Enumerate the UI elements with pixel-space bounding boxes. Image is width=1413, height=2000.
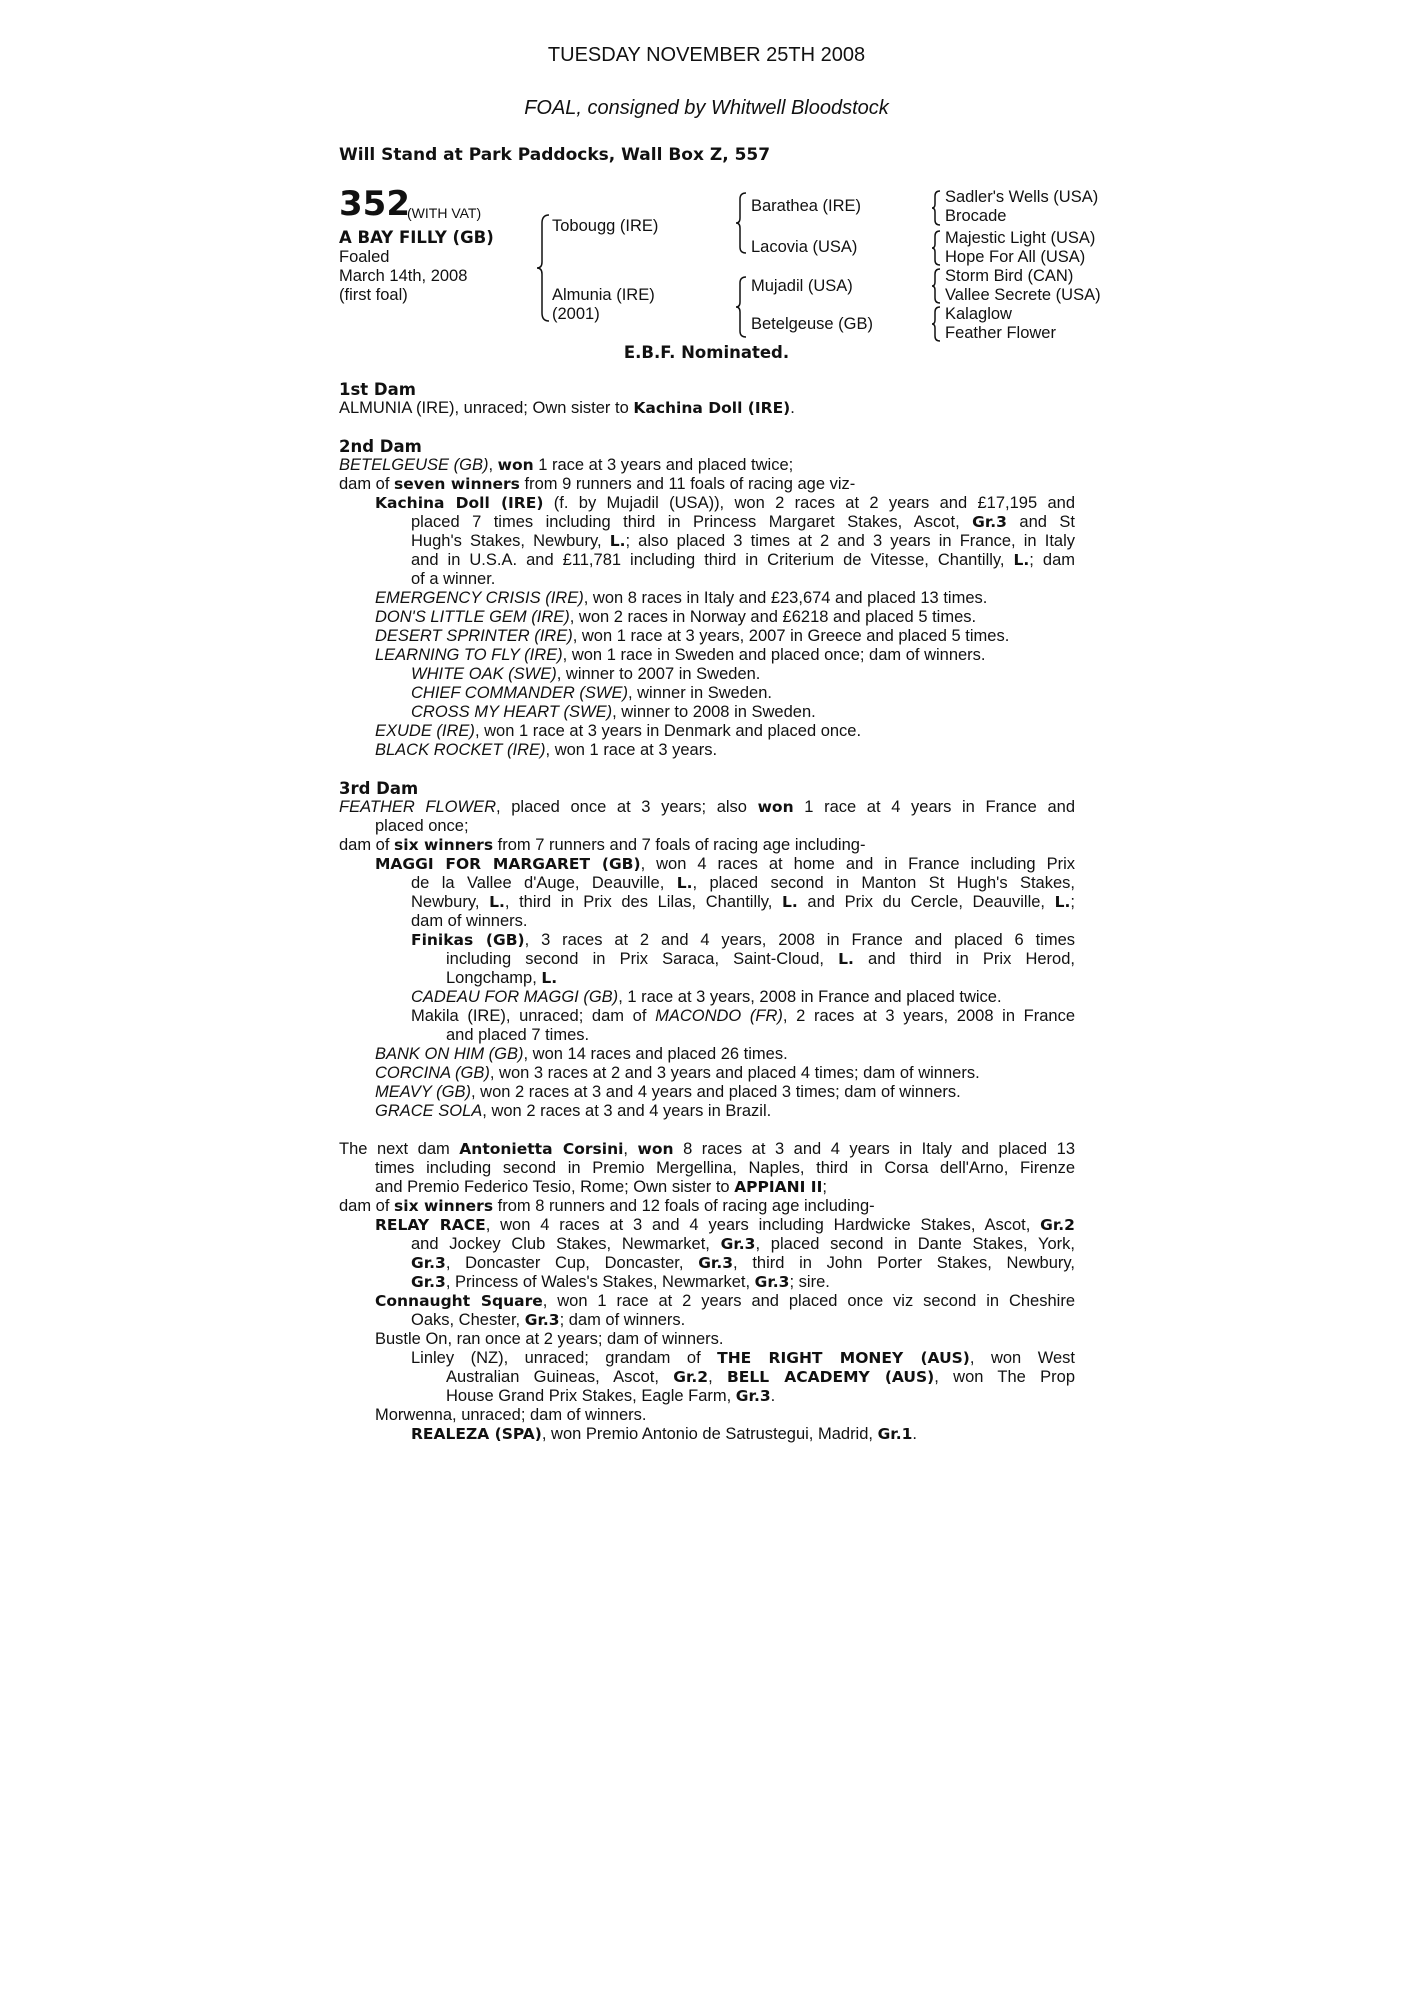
produce-emergency-crisis: EMERGENCY CRISIS (IRE), won 8 races in Italy and £23,674 and placed 13 times. (375, 589, 988, 607)
g-brace-3 (931, 268, 941, 304)
lot-vat: (WITH VAT) (407, 205, 482, 221)
produce-linley-line2: Australian Guineas, Ascot, Gr.2, BELL ACADEMY (AUS), won The Prop (446, 1368, 1076, 1386)
pedigree-dam-year: (2001) (552, 305, 600, 323)
produce-connaught-square: Connaught Square, won 1 race at 2 years and placed once viz second in Cheshire (375, 1292, 1075, 1310)
produce-makila: Makila (IRE), unraced; dam of MACONDO (FR), 2 races at 3 years, 2008 in France (411, 1007, 1076, 1025)
produce-finikas: Finikas (GB), 3 races at 2 and 4 years, 2008 in France and placed 6 times (411, 931, 1076, 949)
third-dam-heading: 3rd Dam (339, 779, 419, 798)
produce-learning-to-fly: LEARNING TO FLY (IRE), won 1 race in Sweden and placed once; dam of winners. (375, 646, 986, 664)
produce-relay-race-line2: and Jockey Club Stakes, Newmarket, Gr.3, placed second in Dante Stakes, York, (411, 1235, 1075, 1253)
produce-white-oak: WHITE OAK (SWE), winner to 2007 in Sweden. (411, 665, 761, 683)
g-brace-1 (931, 190, 941, 226)
produce-kachina-doll-line4: and in U.S.A. and £11,781 including third in Criterium de Vitesse, Chantilly, L.; dam (411, 551, 1075, 569)
next-dam-line: The next dam Antonietta Corsini, won 8 races at 3 and 4 years in Italy and placed 13 (339, 1140, 1075, 1158)
second-dam-heading: 2nd Dam (339, 437, 422, 456)
pedigree-sire-sire: Barathea (IRE) (751, 197, 862, 215)
pedigree-g1: Sadler's Wells (USA) (945, 188, 1099, 206)
produce-kachina-doll-line2: placed 7 times including third in Princess Margaret Stakes, Ascot, Gr.3 and St (411, 513, 1075, 531)
foaled-label: Foaled (339, 248, 390, 266)
produce-dons-little-gem: DON'S LITTLE GEM (IRE), won 2 races in Norway and £6218 and placed 5 times. (375, 608, 977, 626)
produce-relay-race-line4: Gr.3, Princess of Wales's Stakes, Newmarket, Gr.3; sire. (411, 1273, 830, 1291)
lot-name: A BAY FILLY (GB) (339, 228, 494, 247)
pedigree-dam-dam: Betelgeuse (GB) (751, 315, 873, 333)
foal-note: (first foal) (339, 286, 408, 304)
next-dam-line2: times including second in Premio Mergellina, Naples, third in Corsa dell'Arno, Firenze (375, 1159, 1075, 1177)
produce-relay-race-line3: Gr.3, Doncaster Cup, Doncaster, Gr.3, third in John Porter Stakes, Newbury, (411, 1254, 1075, 1272)
produce-chief-commander: CHIEF COMMANDER (SWE), winner in Sweden. (411, 684, 772, 702)
produce-bank-on-him: BANK ON HIM (GB), won 14 races and placed 26 times. (375, 1045, 788, 1063)
produce-relay-race: RELAY RACE, won 4 races at 3 and 4 years including Hardwicke Stakes, Ascot, Gr.2 (375, 1216, 1075, 1234)
third-dam-line: FEATHER FLOWER, placed once at 3 years; also won 1 race at 4 years in France and (339, 798, 1076, 816)
sale-date: TUESDAY NOVEMBER 25TH 2008 (547, 44, 866, 66)
second-dam-produce-summary: dam of seven winners from 9 runners and 11 foals of racing age viz- (339, 475, 856, 493)
pedigree-dam-sire: Mujadil (USA) (751, 277, 853, 295)
produce-finikas-line2: including second in Prix Saraca, Saint-Cloud, L. and third in Prix Herod, (446, 950, 1075, 968)
produce-linley-line3: House Grand Prix Stakes, Eagle Farm, Gr.3. (446, 1387, 776, 1405)
next-dam-produce-summary: dam of six winners from 8 runners and 12 foals of racing age including- (339, 1197, 875, 1215)
produce-grace-sola: GRACE SOLA, won 2 races at 3 and 4 years in Brazil. (375, 1102, 772, 1120)
produce-kachina-doll-line3: Hugh's Stakes, Newbury, L.; also placed 3 times at 2 and 3 years in France, in Italy (411, 532, 1075, 550)
produce-bustle-on: Bustle On, ran once at 2 years; dam of winners. (375, 1330, 724, 1348)
produce-black-rocket: BLACK ROCKET (IRE), won 1 race at 3 years. (375, 741, 718, 759)
pedigree-g8: Feather Flower (945, 324, 1056, 342)
produce-makila-line2: and placed 7 times. (446, 1026, 590, 1044)
third-dam-line2: placed once; (375, 817, 469, 835)
produce-cross-my-heart: CROSS MY HEART (SWE), winner to 2008 in Sweden. (411, 703, 816, 721)
first-dam-heading: 1st Dam (339, 380, 416, 399)
third-dam-produce-summary: dam of six winners from 7 runners and 7 foals of racing age including- (339, 836, 866, 854)
pedigree-dam: Almunia (IRE) (552, 286, 655, 304)
lot-number: 352 (339, 184, 410, 224)
g-brace-4 (931, 306, 941, 342)
produce-linley: Linley (NZ), unraced; grandam of THE RIGHT MONEY (AUS), won West (411, 1349, 1075, 1367)
pedigree-g5: Storm Bird (CAN) (945, 267, 1074, 285)
produce-maggi-line4: dam of winners. (411, 912, 528, 930)
next-dam-line3: and Premio Federico Tesio, Rome; Own sister to APPIANI II; (375, 1178, 827, 1196)
pedigree-g4: Hope For All (USA) (945, 248, 1086, 266)
produce-cadeau-for-maggi: CADEAU FOR MAGGI (GB), 1 race at 3 years, 2008 in France and placed twice. (411, 988, 1002, 1006)
ebf-nomination: E.B.F. Nominated. (623, 343, 790, 362)
produce-kachina-doll-line5: of a winner. (411, 570, 496, 588)
produce-meavy: MEAVY (GB), won 2 races at 3 and 4 years and placed 3 times; dam of winners. (375, 1083, 961, 1101)
produce-realeza: REALEZA (SPA), won Premio Antonio de Satrustegui, Madrid, Gr.1. (411, 1425, 918, 1443)
produce-desert-sprinter: DESERT SPRINTER (IRE), won 1 race at 3 years, 2007 in Greece and placed 5 times. (375, 627, 1010, 645)
sire-line-brace (735, 192, 747, 254)
pedigree-g7: Kalaglow (945, 305, 1012, 323)
produce-exude: EXUDE (IRE), won 1 race at 3 years in Denmark and placed once. (375, 722, 862, 740)
produce-kachina-doll: Kachina Doll (IRE) (f. by Mujadil (USA)), won 2 races at 2 years and £17,195 and (375, 494, 1075, 512)
pedigree-g2: Brocade (945, 207, 1007, 225)
produce-connaught-square-line2: Oaks, Chester, Gr.3; dam of winners. (411, 1311, 686, 1329)
sire-dam-brace (536, 214, 550, 322)
dam-line-brace (735, 276, 747, 338)
produce-maggi-line3: Newbury, L., third in Prix des Lilas, Chantilly, L. and Prix du Cercle, Deauville, L.; (411, 893, 1075, 911)
stand-location: Will Stand at Park Paddocks, Wall Box Z, 557 (339, 145, 771, 165)
g-brace-2 (931, 230, 941, 266)
produce-morwenna: Morwenna, unraced; dam of winners. (375, 1406, 647, 1424)
pedigree-sire: Tobougg (IRE) (552, 217, 659, 235)
pedigree-g3: Majestic Light (USA) (945, 229, 1096, 247)
first-dam-line: ALMUNIA (IRE), unraced; Own sister to Kachina Doll (IRE). (339, 399, 795, 417)
produce-corcina: CORCINA (GB), won 3 races at 2 and 3 years and placed 4 times; dam of winners. (375, 1064, 980, 1082)
produce-maggi-line2: de la Vallee d'Auge, Deauville, L., placed second in Manton St Hugh's Stakes, (411, 874, 1075, 892)
foaled-date: March 14th, 2008 (339, 267, 468, 285)
consignment-line: FOAL, consigned by Whitwell Bloodstock (524, 97, 889, 119)
pedigree-g6: Vallee Secrete (USA) (945, 286, 1101, 304)
produce-maggi-for-margaret: MAGGI FOR MARGARET (GB), won 4 races at home and in France including Prix (375, 855, 1075, 873)
pedigree-sire-dam: Lacovia (USA) (751, 238, 858, 256)
produce-finikas-line3: Longchamp, L. (446, 969, 558, 987)
second-dam-line: BETELGEUSE (GB), won 1 race at 3 years and placed twice; (339, 456, 794, 474)
